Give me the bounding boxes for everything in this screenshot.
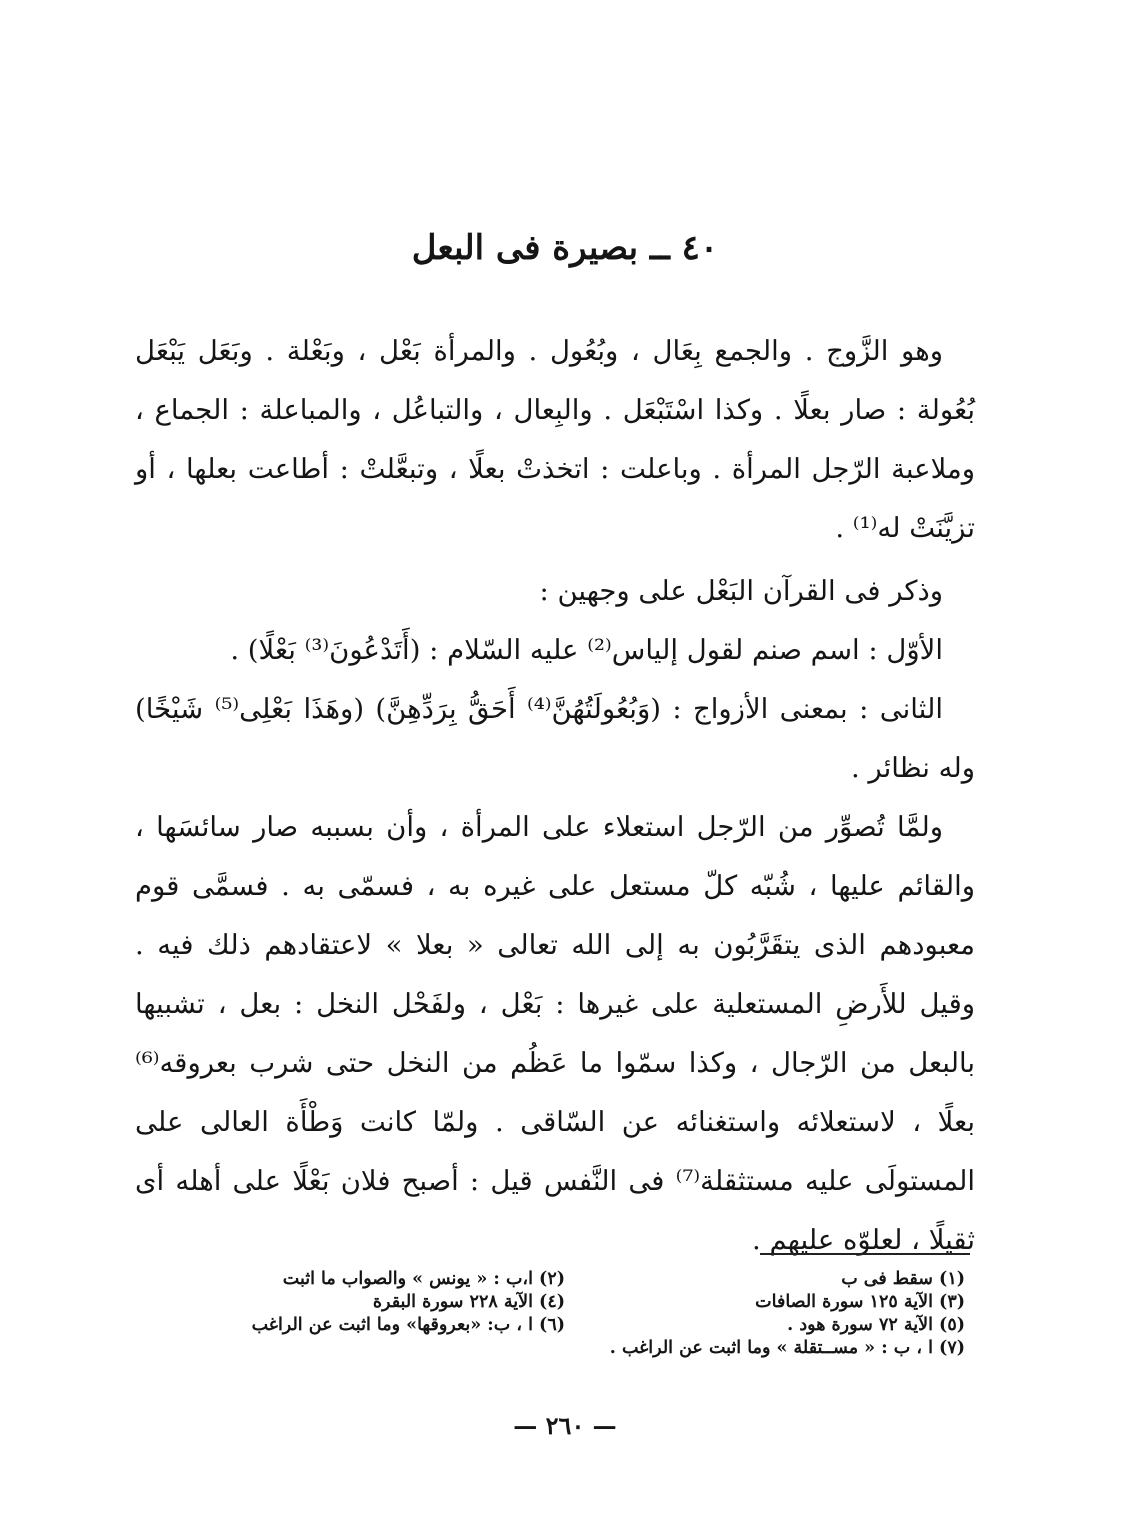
footnote-2: (٢) ا،ب : « يونس » والصواب ما اثبت <box>282 1269 565 1289</box>
footnote-divider <box>760 1253 970 1255</box>
footnote-row <box>135 1314 965 1337</box>
footnote-row <box>135 1268 965 1291</box>
footnote-6: (٦) ا ، ب: «بعروقها» وما اثبت عن الراغب <box>251 1315 565 1335</box>
footnotes <box>135 1268 965 1360</box>
section-title: ٤٠ ــ بصيرة فى البعل <box>411 228 719 268</box>
paragraph-definition: وهو الزَّوج . والجمع بِعَال ، وبُعُول . والمرأة بَعْل ، وبَعْلة . وبَعَل يَبْعَل بُعُولة : صار بعلًا . وكذا اسْتَبْعَل . والبِعال ، والتباعُل ، والمباعلة : الجماع ، وملاعبة الرّجل المرأة . وباعلت : اتخذتْ بعلًا ، وتبعَّلتْ : أطاعت بعلها ، أو تزيَّنَتْ له⁽¹⁾ . <box>135 335 975 544</box>
footnote-1: (١) سقط فى ب <box>841 1269 965 1289</box>
paragraph-first-meaning: الأوّل : اسم صنم لقول إلياس⁽²⁾ عليه السّلام : (أَتَدْعُونَ⁽³⁾ بَعْلًا) . <box>230 634 943 666</box>
footnote-row <box>135 1337 965 1360</box>
footnote-3: (٣) الآية ١٢٥ سورة الصافات <box>755 1292 965 1312</box>
paragraph-quran-intro: وذكر فى القرآن البَعْل على وجهين : <box>539 575 943 607</box>
footnote-row <box>135 1291 965 1314</box>
page-number: — ٢٦٠ — <box>513 1411 617 1440</box>
paragraph-second-meaning: الثانى : بمعنى الأزواج : (وَبُعُولَتُهُنَّ⁽⁴⁾ أَحَقُّ بِرَدِّهِنَّ) (وهَذَا بَعْلِى⁽⁵⁾ شَيْخًا) وله نظائر . <box>135 693 975 784</box>
footnote-5: (٥) الآية ٧٢ سورة هود . <box>787 1315 965 1335</box>
main-text <box>135 322 975 1270</box>
paragraph-explanation: ولمَّا تُصوِّر من الرّجل استعلاء على المرأة ، وأن بسببه صار سائسَها ، والقائم عليها ، شُبّه كلّ مستعل على غيره به ، فسمّى به . فسمَّى قوم معبودهم الذى يتقَرَّبُون به إلى الله تعالى « بعلا » لاعتقادهم ذلك فيه . وقيل للأَرضِ المستعلية على غيرها : بَعْل ، ولفَحْل النخل : بعل ، تشبيها بالبعل من الرّجال ، وكذا سمّوا ما عَظُم من النخل حتى شرب بعروقه⁽⁶⁾ بعلًا ، لاستعلائه واستغنائه عن السّاقى . ولمّا كانت وَطْأَة العالى على المستولَى عليه مستثقلة⁽⁷⁾ فى النَّفس قيل : أصبح فلان بَعْلًا على أهله أى ثقيلًا ، لعلوّه عليهم . <box>135 811 975 1256</box>
footnote-4: (٤) الآية ٢٢٨ سورة البقرة <box>372 1292 565 1312</box>
footnote-7: (٧) ا ، ب : « مســتقلة » وما اثبت عن الراغب . <box>609 1338 965 1358</box>
